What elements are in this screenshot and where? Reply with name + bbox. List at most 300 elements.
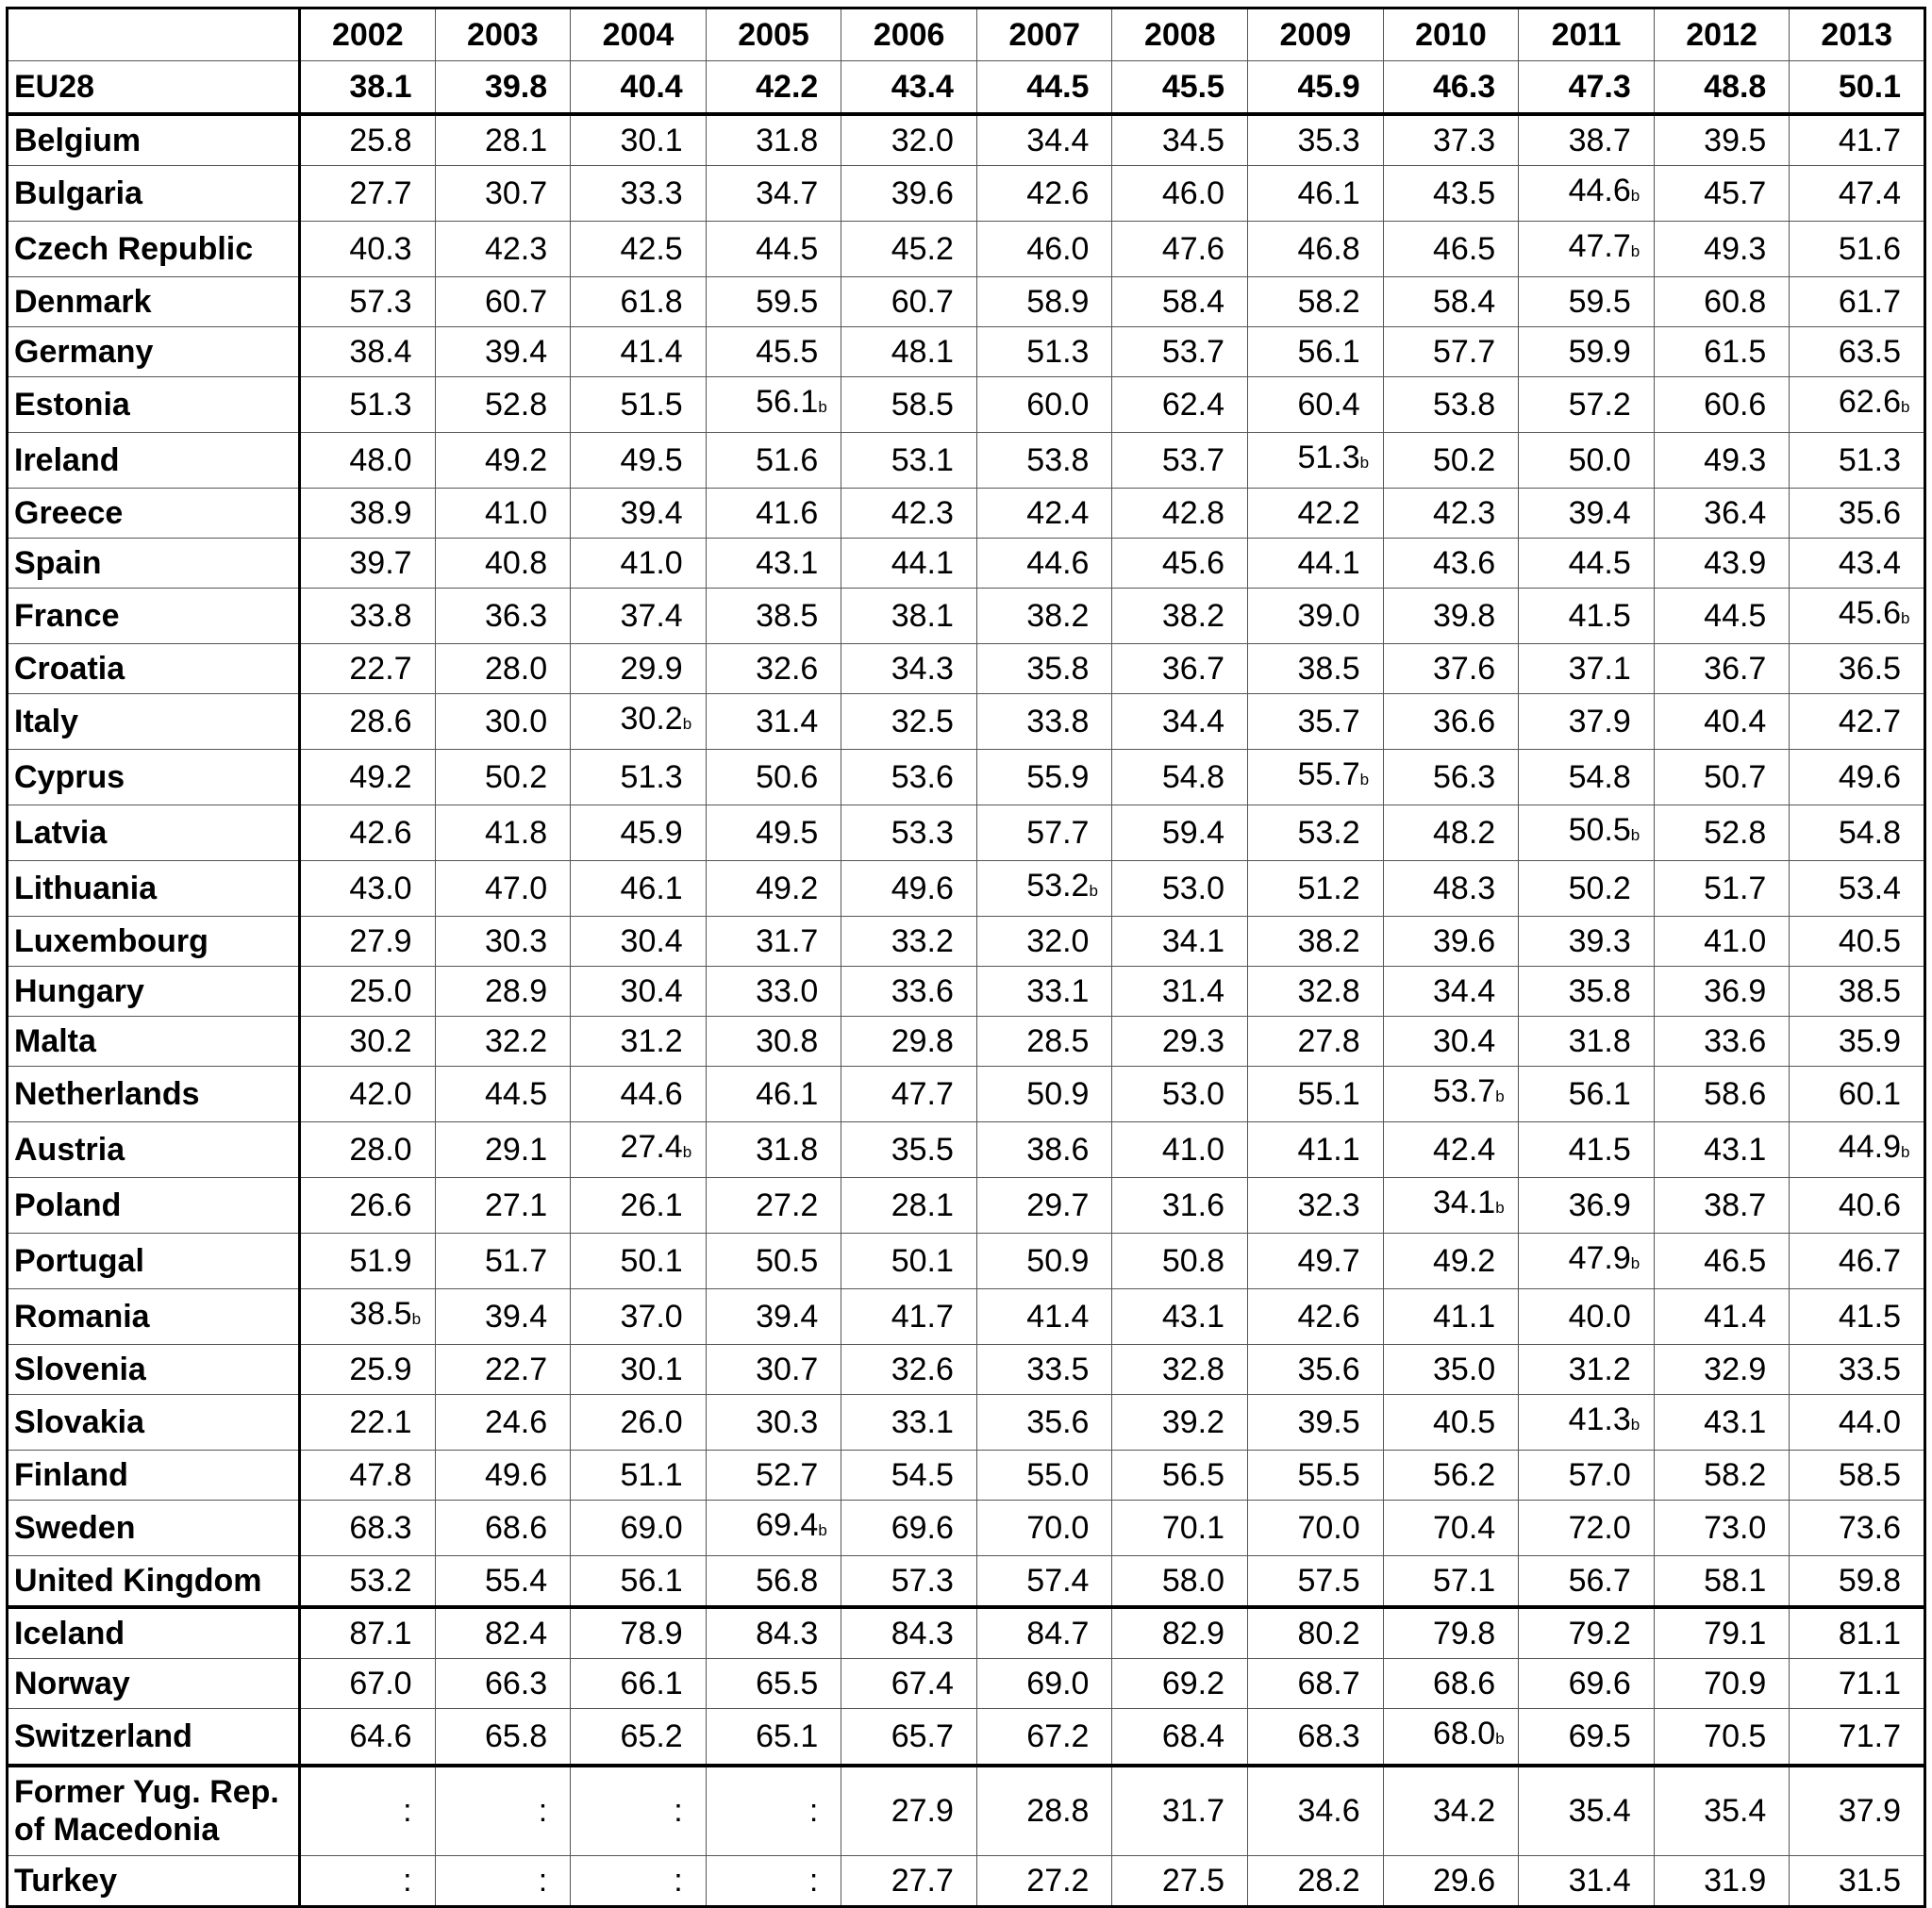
data-table	[6, 7, 1926, 1908]
value-cell	[571, 276, 707, 326]
cell-value: 84.7	[1026, 1615, 1090, 1651]
cell-value: 31.7	[1161, 1793, 1225, 1830]
cell-value: 46.1	[620, 870, 683, 906]
row-label: Slovenia	[8, 1344, 300, 1394]
value-cell	[1383, 1066, 1519, 1121]
value-cell	[706, 1607, 841, 1659]
cell-value: 31.8	[1568, 1022, 1631, 1059]
value-cell	[571, 966, 707, 1016]
cell-value: 30.3	[756, 1403, 819, 1440]
value-cell	[1248, 1607, 1384, 1659]
value-cell	[435, 326, 571, 376]
cell-value: 33.2	[891, 922, 954, 959]
cell-value: 27.8	[1297, 1022, 1360, 1059]
value-cell	[1654, 1177, 1790, 1233]
table-row	[8, 488, 1925, 538]
cell-value: 47.8	[349, 1456, 412, 1493]
value-cell	[300, 1394, 436, 1450]
value-cell	[706, 488, 841, 538]
cell-value: 44.5	[1026, 68, 1090, 105]
cell-value: 30.7	[484, 174, 548, 211]
cell-value: 39.7	[349, 544, 412, 581]
value-cell	[1112, 693, 1248, 749]
cell-value: 40.4	[1704, 703, 1767, 739]
value-cell	[1519, 326, 1655, 376]
cell-value: 41.4	[1026, 1298, 1090, 1335]
row-label: Latvia	[8, 805, 300, 860]
cell-value: 45.2	[891, 230, 954, 267]
cell-value: 33.6	[1704, 1022, 1767, 1059]
row-label: Portugal	[8, 1233, 300, 1288]
value-cell	[300, 1766, 436, 1856]
value-cell	[300, 488, 436, 538]
cell-value: 27.2	[756, 1186, 819, 1223]
value-cell	[841, 1177, 977, 1233]
value-cell	[300, 376, 436, 432]
cell-value: 31.4	[756, 703, 819, 739]
value-cell	[841, 221, 977, 276]
cell-value: 50.0	[1568, 441, 1631, 478]
value-cell	[1790, 588, 1925, 643]
break-flag: b	[1901, 397, 1910, 416]
value-cell	[1112, 276, 1248, 326]
cell-value: 41.7	[891, 1298, 954, 1335]
value-cell	[571, 1766, 707, 1856]
cell-value: 40.5	[1433, 1403, 1496, 1440]
table-row	[8, 643, 1925, 693]
cell-value: 39.3	[1568, 922, 1631, 959]
cell-value: 22.7	[349, 650, 412, 687]
cell-value: 57.7	[1433, 333, 1496, 370]
cell-value: 22.7	[484, 1351, 548, 1387]
cell-value: 38.6	[1026, 1131, 1090, 1168]
cell-value: 51.9	[349, 1242, 412, 1279]
cell-value: 41.5	[1568, 597, 1631, 634]
cell-value: 49.7	[1297, 1242, 1360, 1279]
value-cell	[706, 1394, 841, 1450]
cell-value: 30.8	[756, 1022, 819, 1059]
cell-value: 73.6	[1838, 1509, 1901, 1546]
value-cell	[1112, 1856, 1248, 1907]
cell-value: 30.4	[1433, 1022, 1496, 1059]
break-flag: b	[1089, 881, 1098, 900]
value-cell	[976, 966, 1112, 1016]
value-cell	[976, 1555, 1112, 1607]
value-cell	[435, 860, 571, 916]
cell-value: 44.5	[484, 1075, 548, 1112]
cell-value: 33.3	[620, 174, 683, 211]
value-cell	[706, 276, 841, 326]
value-cell	[1112, 916, 1248, 966]
value-cell	[571, 643, 707, 693]
cell-value: 58.6	[1704, 1075, 1767, 1112]
value-cell	[1248, 1177, 1384, 1233]
cell-value: 79.8	[1433, 1615, 1496, 1651]
value-cell	[1790, 1766, 1925, 1856]
value-cell	[1790, 1344, 1925, 1394]
cell-value: 60.4	[1297, 386, 1360, 423]
cell-value: 53.3	[891, 814, 954, 851]
cell-value: 46.5	[1704, 1242, 1767, 1279]
value-cell	[1383, 1555, 1519, 1607]
cell-value: 28.1	[891, 1186, 954, 1223]
cell-value: 41.0	[1704, 922, 1767, 959]
header-row	[8, 8, 1925, 61]
value-cell	[1383, 1016, 1519, 1066]
cell-value: 35.6	[1026, 1403, 1090, 1440]
value-cell	[435, 376, 571, 432]
cell-value: 58.9	[1026, 283, 1090, 320]
cell-value: 53.2	[1297, 814, 1360, 851]
value-cell	[1790, 376, 1925, 432]
value-cell	[571, 1016, 707, 1066]
cell-value: 41.5	[1838, 1298, 1901, 1335]
value-cell	[435, 916, 571, 966]
table-row	[8, 165, 1925, 221]
value-cell	[1248, 276, 1384, 326]
value-cell	[976, 1233, 1112, 1288]
cell-value: 65.8	[484, 1717, 548, 1754]
value-cell	[1519, 432, 1655, 488]
cell-value: 41.1	[1433, 1298, 1496, 1335]
cell-value: 59.5	[1568, 283, 1631, 320]
cell-value: 43.1	[1161, 1298, 1225, 1335]
value-cell	[1112, 1658, 1248, 1708]
value-cell	[1654, 1121, 1790, 1177]
value-cell	[435, 643, 571, 693]
cell-value: 45.5	[756, 333, 819, 370]
cell-value: 48.8	[1704, 68, 1767, 105]
cell-value: 47.0	[484, 870, 548, 906]
table-row	[8, 1500, 1925, 1555]
value-cell	[435, 538, 571, 588]
cell-value: 67.4	[891, 1665, 954, 1701]
cell-value: 34.6	[1297, 1793, 1360, 1830]
value-cell	[706, 1708, 841, 1766]
cell-value: 41.4	[1704, 1298, 1767, 1335]
cell-value: 57.5	[1297, 1562, 1360, 1599]
cell-value: 28.2	[1297, 1863, 1360, 1899]
value-cell	[571, 1394, 707, 1450]
value-cell	[435, 1344, 571, 1394]
table-row	[8, 1016, 1925, 1066]
cell-value: 25.8	[349, 122, 412, 158]
table-row	[8, 1344, 1925, 1394]
column-header-2011: 2011	[1519, 8, 1655, 61]
value-cell	[1248, 114, 1384, 166]
cell-value: 35.3	[1297, 122, 1360, 158]
cell-value: 63.5	[1838, 333, 1901, 370]
value-cell	[841, 1450, 977, 1500]
cell-value: 33.5	[1026, 1351, 1090, 1387]
value-cell	[435, 1500, 571, 1555]
cell-value: 45.6	[1838, 594, 1901, 631]
value-cell	[1383, 1288, 1519, 1344]
cell-value: 65.2	[620, 1717, 683, 1754]
cell-value: 33.0	[756, 972, 819, 1009]
cell-value: 53.2	[349, 1562, 412, 1599]
cell-value: 68.6	[484, 1509, 548, 1546]
break-flag: b	[1630, 186, 1641, 205]
value-cell	[435, 1658, 571, 1708]
value-cell	[841, 165, 977, 221]
value-cell	[571, 376, 707, 432]
value-cell	[435, 276, 571, 326]
value-cell	[841, 1288, 977, 1344]
cell-value: 38.5	[349, 1295, 412, 1332]
value-cell	[1519, 1658, 1655, 1708]
cell-value: 39.4	[1568, 494, 1631, 531]
value-cell	[1112, 1233, 1248, 1288]
cell-value: 39.4	[484, 333, 548, 370]
cell-value: 42.5	[620, 230, 683, 267]
break-flag: b	[1630, 1253, 1641, 1272]
value-cell	[435, 1233, 571, 1288]
cell-value: 59.8	[1838, 1562, 1901, 1599]
cell-value: 31.4	[1568, 1863, 1631, 1899]
cell-value: 41.8	[484, 814, 548, 851]
cell-value: 35.4	[1704, 1793, 1767, 1830]
cell-value: 39.0	[1297, 597, 1360, 634]
column-header-2007: 2007	[976, 8, 1112, 61]
cell-value: 50.9	[1026, 1075, 1090, 1112]
cell-value: 53.7	[1433, 1072, 1496, 1109]
value-cell	[1112, 1066, 1248, 1121]
value-cell	[1383, 276, 1519, 326]
value-cell	[1383, 538, 1519, 588]
value-cell	[1248, 1658, 1384, 1708]
cell-value: 31.9	[1704, 1863, 1767, 1899]
cell-value: 55.1	[1297, 1075, 1360, 1112]
cell-value: 30.1	[620, 122, 683, 158]
value-cell	[435, 588, 571, 643]
value-cell	[1383, 1766, 1519, 1856]
cell-value: 56.1	[1297, 333, 1360, 370]
cell-value: 58.5	[1838, 1456, 1901, 1493]
value-cell	[1248, 1708, 1384, 1766]
cell-value: 42.6	[1026, 174, 1090, 211]
value-cell	[1519, 376, 1655, 432]
cell-value: 26.6	[349, 1186, 412, 1223]
value-cell	[1383, 114, 1519, 166]
table-row	[8, 1288, 1925, 1344]
value-cell	[1519, 276, 1655, 326]
cell-value: 58.5	[891, 386, 954, 423]
cell-value: 69.5	[1568, 1717, 1631, 1754]
value-cell	[1654, 61, 1790, 114]
value-cell	[300, 1607, 436, 1659]
cell-value: 39.8	[484, 68, 548, 105]
corner-cell	[8, 8, 300, 61]
cell-value: 27.1	[484, 1186, 548, 1223]
cell-value: 27.4	[620, 1128, 683, 1165]
cell-value: 46.7	[1838, 1242, 1901, 1279]
cell-value: 66.1	[620, 1665, 683, 1701]
value-cell	[1519, 860, 1655, 916]
cell-value: 39.4	[620, 494, 683, 531]
break-flag: b	[682, 714, 692, 733]
cell-value: 46.3	[1433, 68, 1496, 105]
cell-value: 48.2	[1433, 814, 1496, 851]
value-cell	[706, 1766, 841, 1856]
value-cell	[1654, 432, 1790, 488]
cell-value: 29.1	[484, 1131, 548, 1168]
value-cell	[1654, 1016, 1790, 1066]
value-cell	[1112, 1708, 1248, 1766]
cell-value: 30.3	[484, 922, 548, 959]
value-cell	[300, 1288, 436, 1344]
cell-value: 48.1	[891, 333, 954, 370]
value-cell	[571, 1288, 707, 1344]
cell-value: 36.9	[1704, 972, 1767, 1009]
value-cell	[1112, 165, 1248, 221]
cell-value: 42.3	[484, 230, 548, 267]
cell-value: 42.3	[1433, 494, 1496, 531]
value-cell	[1248, 326, 1384, 376]
value-cell	[976, 1766, 1112, 1856]
value-cell	[300, 1121, 436, 1177]
cell-value: 44.6	[1568, 172, 1631, 208]
value-cell	[1654, 1288, 1790, 1344]
value-cell	[300, 916, 436, 966]
cell-value: 28.8	[1026, 1793, 1090, 1830]
cell-value: 61.8	[620, 283, 683, 320]
row-label: Croatia	[8, 643, 300, 693]
value-cell	[1112, 1450, 1248, 1500]
value-cell	[1519, 1288, 1655, 1344]
cell-value: 68.0	[1433, 1715, 1496, 1751]
cell-value: 79.2	[1568, 1615, 1631, 1651]
value-cell	[706, 966, 841, 1016]
cell-value: 32.3	[1297, 1186, 1360, 1223]
cell-value: 41.7	[1838, 122, 1901, 158]
cell-value: 66.3	[484, 1665, 548, 1701]
value-cell	[1519, 643, 1655, 693]
cell-value: 57.7	[1026, 814, 1090, 851]
value-cell	[1248, 966, 1384, 1016]
value-cell	[1790, 966, 1925, 1016]
cell-value: 42.4	[1026, 494, 1090, 531]
value-cell	[435, 1555, 571, 1607]
value-cell	[1654, 1708, 1790, 1766]
value-cell	[300, 749, 436, 805]
value-cell	[706, 749, 841, 805]
value-cell	[706, 61, 841, 114]
table-row	[8, 326, 1925, 376]
break-flag: b	[1901, 608, 1910, 627]
row-label: Former Yug. Rep. of Macedonia	[8, 1766, 300, 1856]
row-label: Sweden	[8, 1500, 300, 1555]
cell-value: 32.6	[756, 650, 819, 687]
value-cell	[435, 805, 571, 860]
value-cell	[435, 61, 571, 114]
cell-value: 34.1	[1161, 922, 1225, 959]
value-cell	[1519, 693, 1655, 749]
cell-value: 51.7	[484, 1242, 548, 1279]
value-cell	[706, 114, 841, 166]
break-flag: b	[1630, 825, 1641, 844]
value-cell	[976, 538, 1112, 588]
cell-value: 32.0	[1026, 922, 1090, 959]
cell-value: 41.3	[1568, 1401, 1631, 1437]
cell-value: 29.7	[1026, 1186, 1090, 1223]
value-cell	[1248, 538, 1384, 588]
value-cell	[841, 749, 977, 805]
cell-value: 50.2	[484, 758, 548, 795]
break-flag: b	[1495, 1198, 1505, 1217]
cell-value: 60.8	[1704, 283, 1767, 320]
cell-value: 55.7	[1297, 755, 1360, 792]
cell-value: 68.6	[1433, 1665, 1496, 1701]
value-cell	[1519, 1500, 1655, 1555]
value-cell	[1248, 1066, 1384, 1121]
row-label: Belgium	[8, 114, 300, 166]
value-cell	[1112, 1177, 1248, 1233]
cell-value: 31.2	[1568, 1351, 1631, 1387]
cell-value: 36.4	[1704, 494, 1767, 531]
value-cell	[841, 1121, 977, 1177]
value-cell	[571, 114, 707, 166]
cell-value: 26.0	[620, 1403, 683, 1440]
value-cell	[435, 1450, 571, 1500]
value-cell	[571, 1121, 707, 1177]
value-cell	[1112, 376, 1248, 432]
value-cell	[300, 805, 436, 860]
value-cell	[841, 1555, 977, 1607]
cell-value: 50.1	[620, 1242, 683, 1279]
value-cell	[1790, 488, 1925, 538]
cell-value: 35.0	[1433, 1351, 1496, 1387]
cell-value: 49.2	[484, 441, 548, 478]
cell-value: 51.1	[620, 1456, 683, 1493]
cell-value: 38.7	[1704, 1186, 1767, 1223]
cell-value: 51.3	[1297, 439, 1360, 475]
value-cell	[1790, 1500, 1925, 1555]
cell-value: 57.2	[1568, 386, 1631, 423]
value-cell	[300, 1233, 436, 1288]
row-label: Austria	[8, 1121, 300, 1177]
value-cell	[976, 114, 1112, 166]
value-cell	[841, 1856, 977, 1907]
cell-value: 45.9	[1297, 68, 1360, 105]
value-cell	[976, 1121, 1112, 1177]
cell-value: 29.3	[1161, 1022, 1225, 1059]
cell-value: 57.4	[1026, 1562, 1090, 1599]
cell-value: 36.7	[1704, 650, 1767, 687]
cell-value: 27.9	[349, 922, 412, 959]
value-cell	[1383, 588, 1519, 643]
value-cell	[976, 1708, 1112, 1766]
value-cell	[571, 1344, 707, 1394]
cell-value: 37.6	[1433, 650, 1496, 687]
cell-value: 41.4	[620, 333, 683, 370]
cell-value: 62.4	[1161, 386, 1225, 423]
value-cell	[706, 1288, 841, 1344]
cell-value: 47.7	[891, 1075, 954, 1112]
cell-value: 50.5	[756, 1242, 819, 1279]
cell-value: 49.5	[620, 441, 683, 478]
row-label: Germany	[8, 326, 300, 376]
cell-value: 55.4	[484, 1562, 548, 1599]
cell-value: 37.1	[1568, 650, 1631, 687]
cell-value: 47.3	[1568, 68, 1631, 105]
cell-value: 32.9	[1704, 1351, 1767, 1387]
cell-value: 42.6	[349, 814, 412, 851]
cell-value: 70.0	[1297, 1509, 1360, 1546]
value-cell	[976, 1344, 1112, 1394]
cell-value: 31.7	[756, 922, 819, 959]
cell-value: 65.1	[756, 1717, 819, 1754]
